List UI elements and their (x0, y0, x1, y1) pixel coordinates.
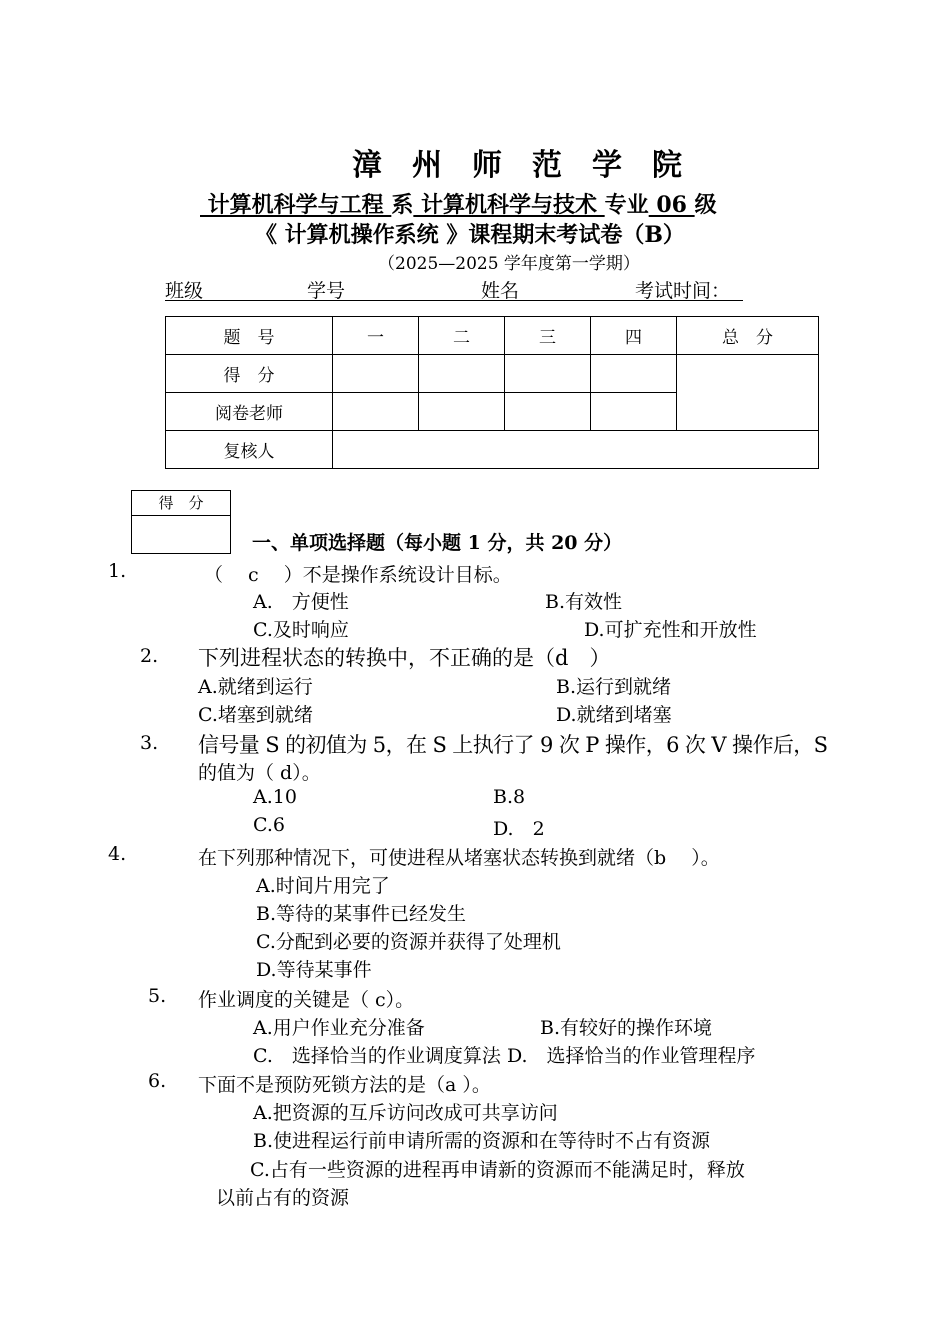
option-a: A.10 (253, 786, 297, 808)
department-suffix: 系 (391, 192, 414, 218)
school-char: 漳 (352, 148, 382, 183)
grader-cell[interactable] (333, 393, 419, 431)
option-b: B.有效性 (545, 591, 623, 613)
question-stem: 下列进程状态的转换中，不正确的是（d ） (198, 646, 611, 670)
option-b: B.有较好的操作环境 (540, 1017, 713, 1039)
section-1-title: 一、单项选择题（每小题 1 分，共 20 分） (252, 532, 623, 554)
grader-cell[interactable] (591, 393, 677, 431)
question-stem: （ c ）不是操作系统设计目标。 (204, 564, 512, 586)
section-1-header: 一 (333, 317, 419, 355)
school-char: 范 (532, 148, 562, 183)
section-score-box (131, 490, 231, 554)
option-c: C.堵塞到就绪 (198, 704, 313, 726)
exam-time-label: 考试时间： (635, 280, 731, 302)
name-label: 姓名 (481, 280, 520, 302)
option-d: D.等待某事件 (256, 959, 372, 981)
academic-year: （2025—2025 学年度第一学期） (378, 254, 640, 274)
option-a: A.就绪到运行 (198, 676, 313, 698)
reviewer-row-label: 复核人 (166, 431, 333, 469)
option-b: B.运行到就绪 (556, 676, 672, 698)
school-char: 州 (412, 148, 442, 183)
question-number: 4. (108, 843, 127, 865)
option-b: B.使进程运行前申请所需的资源和在等待时不占有资源 (253, 1130, 711, 1152)
option-a: A.用户作业充分准备 (253, 1017, 425, 1039)
major-name: 计算机科学与技术 (413, 192, 605, 218)
student-info-line (165, 276, 743, 302)
section-2-header: 二 (419, 317, 505, 355)
option-c: C.分配到必要的资源并获得了处理机 (256, 931, 561, 953)
question-number: 5. (148, 985, 167, 1007)
score-cell[interactable] (333, 355, 419, 393)
department-name: 计算机科学与工程 (200, 192, 392, 218)
question-stem: 下面不是预防死锁方法的是（a ）。 (198, 1074, 491, 1096)
option-c: C.6 (253, 814, 285, 836)
question-number: 1. (108, 560, 127, 582)
question-stem: 在下列那种情况下，可使进程从堵塞状态转换到就绪（b ）。 (198, 847, 720, 869)
option-c-continued: 以前占有的资源 (216, 1187, 350, 1209)
score-cell[interactable] (591, 355, 677, 393)
question-stem: 信号量 S 的初值为 5，在 S 上执行了 9 次 P 操作，6 次 V 操作后，S (198, 733, 828, 757)
question-number-header: 题 号 (166, 317, 333, 355)
department-line (200, 188, 717, 219)
school-char: 院 (652, 148, 682, 183)
option-d: D.就绪到堵塞 (556, 704, 672, 726)
score-cell[interactable] (505, 355, 591, 393)
section-4-header: 四 (591, 317, 677, 355)
score-table (165, 316, 819, 469)
option-b: B.等待的某事件已经发生 (256, 903, 467, 925)
major-suffix: 专业 (604, 192, 649, 218)
option-a: A.把资源的互斥访问改成可共享访问 (253, 1102, 558, 1124)
grader-cell[interactable] (419, 393, 505, 431)
question-stem-continued: 的值为（ d）。 (198, 762, 321, 784)
section-score-field[interactable] (132, 516, 230, 553)
option-b: B.8 (493, 786, 526, 808)
school-title (352, 140, 682, 184)
question-number: 2. (140, 645, 159, 667)
option-d: D. 2 (493, 818, 545, 840)
score-cell[interactable] (419, 355, 505, 393)
option-c-and-d: C. 选择恰当的作业调度算法 D. 选择恰当的作业管理程序 (253, 1045, 756, 1067)
info-underline (165, 300, 743, 301)
school-char: 师 (472, 148, 502, 183)
class-label: 班级 (165, 280, 204, 302)
question-number: 3. (140, 732, 159, 754)
option-c: C.占有一些资源的进程再申请新的资源而不能满足时，释放 (250, 1159, 745, 1181)
question-number: 6. (148, 1070, 167, 1092)
total-header: 总 分 (677, 317, 819, 355)
option-d: D.可扩充性和开放性 (584, 619, 757, 641)
course-title: 《 计算机操作系统 》课程期末考试卷（B） (255, 222, 685, 248)
reviewer-cell[interactable] (333, 431, 819, 469)
school-char: 学 (592, 148, 622, 183)
grader-cell[interactable] (505, 393, 591, 431)
total-score-cell[interactable] (677, 355, 819, 431)
score-row-label: 得 分 (166, 355, 333, 393)
grade-suffix: 级 (694, 192, 717, 218)
section-score-label: 得 分 (132, 491, 230, 516)
option-a: A. 方便性 (253, 591, 349, 613)
grader-row-label: 阅卷老师 (166, 393, 333, 431)
option-c: C.及时响应 (253, 619, 349, 641)
question-stem: 作业调度的关键是（ c）。 (198, 989, 415, 1011)
section-3-header: 三 (505, 317, 591, 355)
student-id-label: 学号 (307, 280, 346, 302)
grade-value: 06 (648, 192, 695, 218)
option-a: A.时间片用完了 (256, 875, 390, 897)
